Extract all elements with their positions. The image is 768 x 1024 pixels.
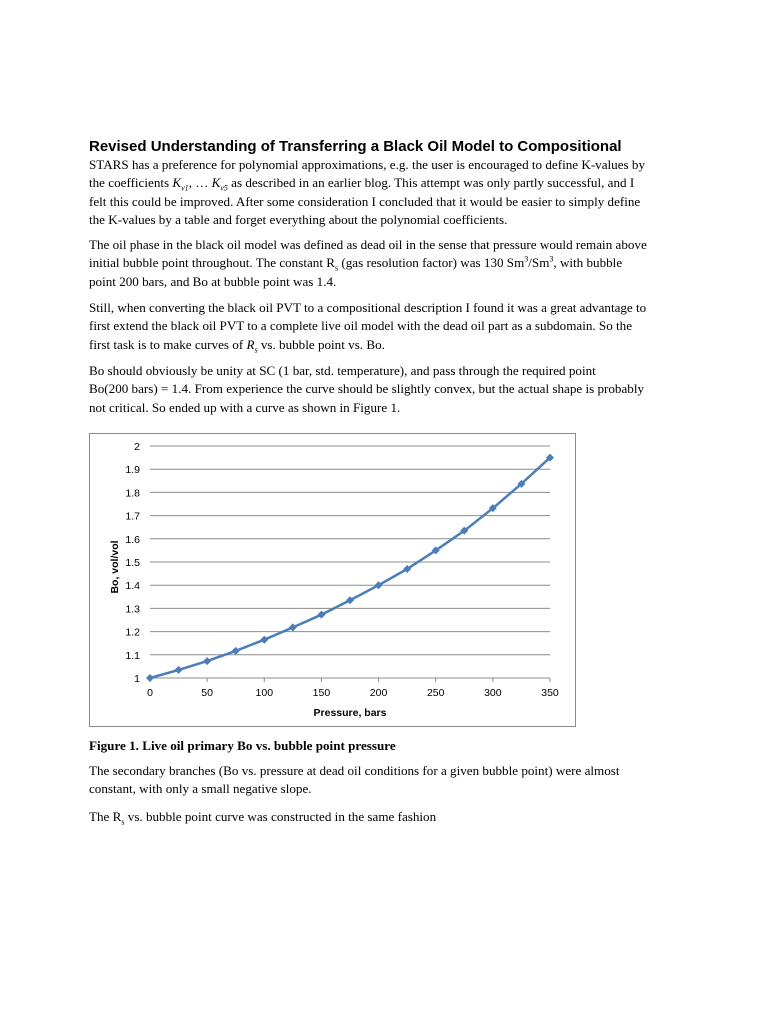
x-tick-label: 0 bbox=[147, 687, 153, 699]
text-run: vs. bubble point curve was constructed in the same fashion bbox=[124, 809, 437, 824]
paragraph-3-line-2: first extend the black oil PVT to a complete live oil model with the dead oil part as a subdomain. So the bbox=[89, 318, 633, 334]
paragraph-4-line-1: Bo should obviously be unity at SC (1 bar, std. temperature), and pass through the required point bbox=[89, 363, 596, 378]
paragraph-6-line-1 bbox=[89, 808, 689, 826]
y-axis-label: Bo, vol/vol bbox=[109, 540, 121, 594]
y-tick-label: 1.5 bbox=[125, 557, 140, 569]
text-run: (gas resolution factor) was 130 Sm bbox=[338, 255, 525, 271]
data-point-marker bbox=[260, 636, 268, 644]
data-point-marker bbox=[317, 611, 325, 619]
k-value-subscript: v1 bbox=[181, 183, 189, 193]
subscript: s bbox=[334, 263, 339, 273]
paragraph-3-line-1: Still, when converting the black oil PVT to a compositional description I found it was a great advantage to bbox=[89, 300, 647, 315]
paragraph-6 bbox=[89, 808, 689, 826]
superscript: 3 bbox=[549, 254, 554, 264]
text-run: first task is to make curves of bbox=[89, 336, 247, 352]
x-tick-label: 300 bbox=[484, 687, 502, 699]
text-run: initial bubble point throughout. The constant R bbox=[89, 255, 335, 271]
x-tick-label: 100 bbox=[255, 687, 274, 699]
paragraph-1-line-2 bbox=[89, 174, 689, 192]
y-tick-label: 1.8 bbox=[125, 487, 140, 500]
x-tick-label: 350 bbox=[541, 687, 559, 699]
k-value-symbol: K bbox=[172, 175, 182, 191]
x-tick-labels bbox=[147, 687, 559, 699]
text-run: the coefficients bbox=[89, 175, 173, 191]
paragraph-1 bbox=[89, 156, 689, 229]
chart-gridlines bbox=[150, 446, 550, 682]
subscript: s bbox=[121, 817, 125, 827]
paragraph-5-line-1: The secondary branches (Bo vs. pressure at dead oil conditions for a given bubble point) were almost bbox=[89, 763, 620, 778]
paragraph-3 bbox=[89, 299, 689, 354]
y-tick-label: 1.1 bbox=[125, 649, 140, 662]
data-point-marker bbox=[203, 657, 211, 665]
paragraph-4-line-2: Bo(200 bars) = 1.4. From experience the curve should be slightly convex, but the actual shape is probably bbox=[89, 381, 645, 397]
y-tick-label: 1 bbox=[134, 673, 140, 685]
paragraph-5-line-2: constant, with only a small negative slope. bbox=[89, 781, 312, 797]
data-point-marker bbox=[289, 623, 297, 631]
y-tick-label: 1.4 bbox=[125, 580, 140, 593]
paragraph-1-line-3: felt this could be improved. After some consideration I concluded that it would be easier to simply define bbox=[89, 193, 641, 209]
y-tick-label: 1.6 bbox=[125, 533, 140, 546]
figure-caption: Figure 1. Live oil primary Bo vs. bubble point pressure bbox=[89, 738, 396, 753]
rs-subscript: s bbox=[254, 345, 258, 355]
y-tick-label: 1.3 bbox=[125, 603, 140, 616]
page-title: Revised Understanding of Transferring a Black Oil Model to Compositional bbox=[89, 138, 622, 155]
text-run: , … bbox=[188, 175, 212, 191]
y-tick-label: 1.2 bbox=[125, 626, 140, 639]
x-tick-label: 150 bbox=[312, 687, 331, 699]
text-run: vs. bubble point vs. Bo. bbox=[257, 336, 385, 352]
paragraph-2 bbox=[89, 236, 689, 291]
k-value-subscript: v5 bbox=[220, 183, 228, 193]
rs-symbol: R bbox=[246, 336, 255, 352]
paragraph-2-line-2 bbox=[89, 254, 689, 272]
paragraph-2-line-3: point 200 bars, and Bo at bubble point was 1.4. bbox=[89, 273, 337, 289]
text-run: as described in an earlier blog. This attempt was only partly successful, and I bbox=[227, 175, 635, 191]
x-axis-label: Pressure, bars bbox=[313, 707, 387, 719]
paragraph-3-line-3 bbox=[89, 336, 689, 354]
y-tick-label: 2 bbox=[134, 441, 140, 453]
k-value-symbol: K bbox=[211, 175, 221, 191]
data-point-marker bbox=[175, 666, 183, 674]
x-tick-label: 250 bbox=[426, 687, 445, 699]
y-tick-label: 1.9 bbox=[125, 464, 140, 477]
y-tick-labels bbox=[125, 441, 140, 685]
x-tick-label: 50 bbox=[201, 687, 213, 699]
text-run: The R bbox=[89, 809, 122, 824]
x-tick-label: 200 bbox=[369, 687, 388, 699]
paragraph-5 bbox=[89, 762, 689, 799]
text-run: /Sm bbox=[528, 255, 550, 271]
paragraph-1-line-4: the K-values by a table and forget everything about the polynomial coefficients. bbox=[89, 211, 508, 227]
paragraph-1-line-1: STARS has a preference for polynomial approximations, e.g. the user is encouraged to define K-values by bbox=[89, 157, 645, 172]
y-tick-label: 1.7 bbox=[125, 510, 140, 523]
figure-1-chart bbox=[89, 433, 576, 727]
bo-vs-pressure-chart bbox=[90, 434, 575, 726]
paragraph-2-line-1: The oil phase in the black oil model was defined as dead oil in the sense that pressure would remain above bbox=[89, 237, 647, 252]
data-point-marker bbox=[146, 674, 154, 682]
data-point-marker bbox=[232, 647, 240, 655]
paragraph-4-line-3: not critical. So ended up with a curve as shown in Figure 1. bbox=[89, 399, 401, 415]
superscript: 3 bbox=[524, 254, 529, 264]
series-line bbox=[150, 458, 550, 678]
text-run: , with bubble bbox=[553, 255, 623, 271]
paragraph-4 bbox=[89, 362, 689, 417]
series-markers bbox=[146, 454, 554, 682]
